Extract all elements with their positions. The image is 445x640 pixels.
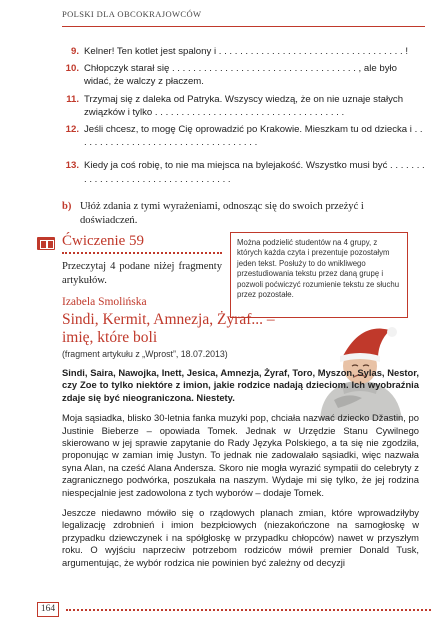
header-title: POLSKI DLA OBCOKRAJOWCÓW <box>62 9 202 19</box>
article-title: Sindi, Kermit, Amnezja, Żyraf... – imię, które boli <box>62 311 275 346</box>
title-dotted-rule <box>62 252 222 254</box>
teacher-note-box <box>230 232 408 318</box>
article-body <box>62 367 419 577</box>
item-text: Jeśli chcesz, to mogę Cię oprowadzić po Krakowie. Mieszkam tu od dziecka i . . . . . . . . . . . . . . . . . . . . . . . . . . . . . . . . . . . <box>84 124 423 149</box>
item-text: Chłopczyk starał się . . . . . . . . . . . . . . . . . . . . . . . . . . . . . . . . . . . , ale było widać, że walczy z płaczem. <box>84 63 397 88</box>
book-icon <box>37 237 55 250</box>
subtask-text: Ułóż zdania z tymi wyrażeniami, odnosząc się do swoich przeżyć i doświadczeń. <box>80 201 364 226</box>
article-paragraph: Moja sąsiadka, blisko 30-letnia fanka muzyki pop, chciała nazwać dziecko Džastin, po Justinie Bieberze – opowiada Tomek. Jednak w Urzędzie Stanu Cywilnego skierowano w jej sprawie zapytanie do Rady Języka Polskiego, a ta się nie zgodziła, proponując w zamian imię Justyn. To jednak nie zadowalało sąsiadki, więc nazwała syna Alan, na cześć Alana Andersza. Skoro nie mogła wyrazić sympatii do celebryty z zagranicznego podwórka, poszukała na naszym. Wydaje mi się tylko, że jej rodzina niespecjalnie jest zadowolona z tych wyborów – dodaje Tomek. <box>62 412 419 498</box>
item-number: 11. <box>66 93 79 105</box>
footer-dotted-rule <box>66 609 431 611</box>
exercise-title: Ćwiczenie 59 <box>62 233 145 249</box>
list-item <box>60 45 425 58</box>
article-lead: Sindi, Saira, Nawojka, Inett, Jesica, Amnezja, Żyraf, Toro, Myszon, Sylas, Nestor, czy Zoe to tylko niektóre z imion, jakie rodzice nadają dzieciom. Ich wyobraźnia zdaje się być nieograniczona. Niestety. <box>62 367 419 403</box>
item-text: Kiedy ja coś robię, to nie ma miejsca na bylejakość. Wszystko musi być . . . . . . . . . . . . . . . . . . . . . . . . . . . . . . . . . . . <box>84 160 425 185</box>
subtask-label: b) <box>62 201 72 212</box>
list-item <box>60 123 425 149</box>
page-number: 164 <box>37 602 59 617</box>
subtask-b <box>62 200 422 228</box>
exercise-instruction: Przeczytaj 4 podane niżej fragmenty artykułów. <box>62 261 222 286</box>
header-rule <box>62 26 425 27</box>
list-item <box>60 93 425 119</box>
item-number: 13. <box>65 160 79 172</box>
item-number: 9. <box>70 46 79 57</box>
page-header <box>62 9 425 19</box>
article-source: (fragment artykułu z „Wprost”, 18.07.2013) <box>62 349 228 359</box>
item-number: 12. <box>65 124 79 136</box>
list-item <box>60 62 425 88</box>
list-item <box>60 159 425 185</box>
item-number: 10. <box>65 63 79 75</box>
article-paragraph: Jeszcze niedawno mówiło się o rządowych planach zmian, które wprowadziłyby legalizację zdrobnień i imion bezpłciowych (niezakończone na samogłoskę w przypadku dziewczynek i na spółgłoskę w przypadku chłopców) nawet w przyszłym roku. O wyjściu naprzeciw potrzebom rodziców mówił premier Donald Tusk, argumentując, że wybór rodzica nie powinien być zależny od decyzji <box>62 507 419 568</box>
item-text: Trzymaj się z daleka od Patryka. Wszyscy wiedzą, że on nie uznaje stałych związków i tylko . . . . . . . . . . . . . . . . . . . . . . . . . . . . . . . . . . . . <box>84 93 404 118</box>
note-text: Można podzielić studentów na 4 grupy, z których każda czyta i prezentuje pozostałym jeden tekst. Posłuży to do wnikliwego przestudiowania tekstu przez daną grupę i pozwoli poćwiczyć rozumienie tekstu ze słuchu przez pozostałe. <box>237 238 400 300</box>
item-text: Kelner! Ten kotlet jest spalony i . . . . . . . . . . . . . . . . . . . . . . . . . . . . . . . . . . . ! <box>84 46 408 57</box>
article-author: Izabela Smolińska <box>62 296 147 308</box>
exercise-list <box>60 45 425 190</box>
